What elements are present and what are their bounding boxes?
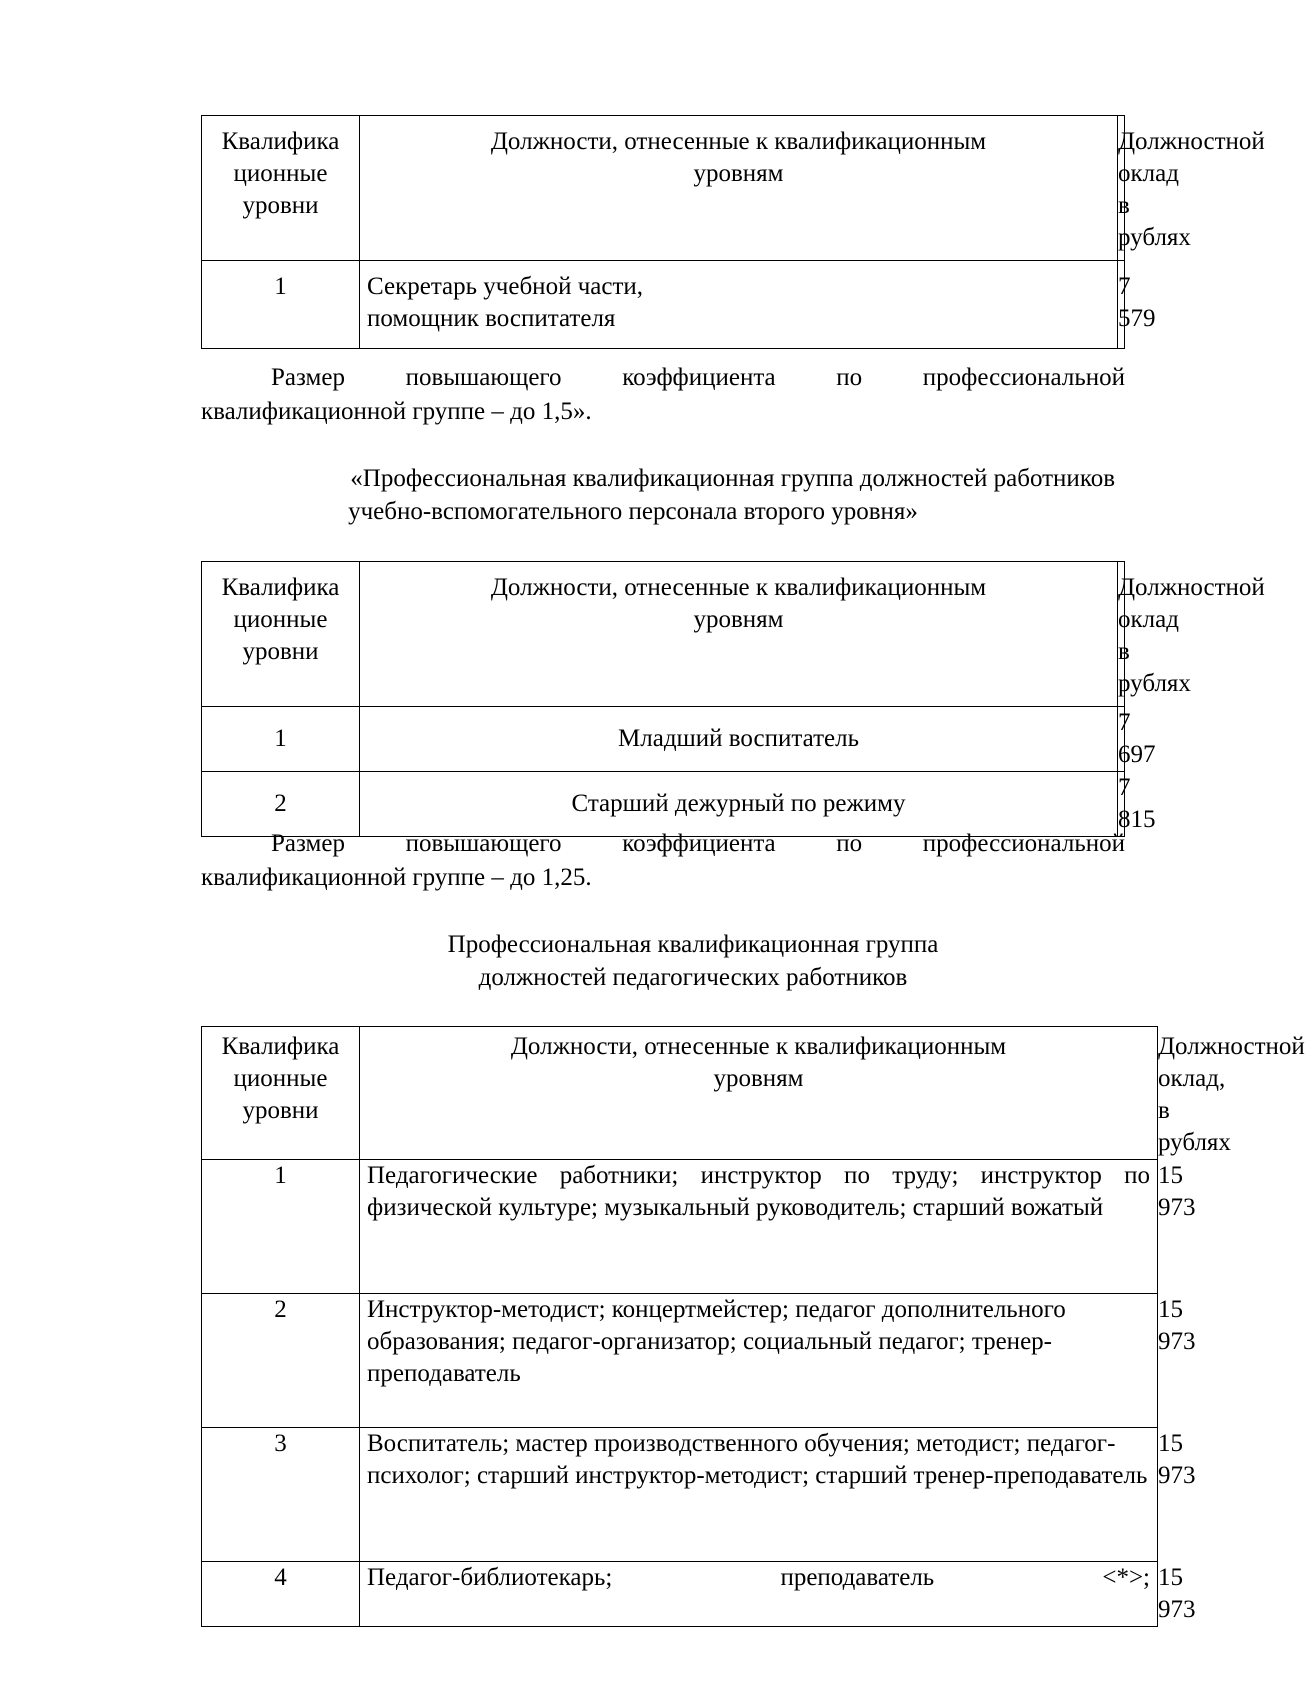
- header-positions: [360, 116, 1118, 261]
- level-cell: 2: [202, 1294, 360, 1428]
- heading-line: должностей педагогических работников: [478, 964, 908, 991]
- table-row: [202, 261, 1125, 349]
- table-header-row: [202, 116, 1125, 261]
- heading-line: «Профессиональная квалификационная группа должностей работников: [350, 465, 1115, 492]
- level-cell: 1: [202, 707, 360, 772]
- paragraph-line: Размер повышающего коэффициента по профессиональной: [271, 830, 1125, 857]
- paragraph-line: Размер повышающего коэффициента по профессиональной: [271, 364, 1125, 391]
- table-row: 2 Инструктор-методист; концертмейстер; педагог дополнительного образования; педагог-организатор; социальный педагог; тренер-преподаватель 15 973: [202, 1294, 1158, 1428]
- header-positions: [360, 562, 1118, 707]
- positions-cell: Инструктор-методист; концертмейстер; педагог дополнительного образования; педагог-организатор; социальный педагог; тренер-преподаватель: [360, 1294, 1158, 1428]
- coefficient-paragraph-1: [201, 361, 1125, 429]
- level-cell: 4: [202, 1562, 360, 1627]
- paragraph-line: квалификационной группе – до 1,5».: [201, 398, 592, 425]
- header-qualification-levels: Квалифика ционные уровни: [202, 1027, 360, 1160]
- positions-cell: Воспитатель; мастер производственного обучения; методист; педагог-психолог; старший инструктор-методист; старший тренер-преподаватель: [360, 1428, 1158, 1562]
- positions-cell: Старший дежурный по режиму: [360, 772, 1118, 837]
- positions-line: помощник воспитателя: [367, 305, 616, 332]
- level-cell: 1: [202, 1160, 360, 1294]
- table-row: 1 Педагогические работники; инструктор по труду; инструктор по физической культуре; музыкальный руководитель; старший вожатый 15 973: [202, 1160, 1158, 1294]
- qualification-table-1: [201, 115, 1265, 349]
- header-positions-text: Должности, отнесенные к квалификационным уровням: [490, 574, 987, 633]
- salary-cell: 7 579: [1118, 261, 1125, 349]
- heading-line: учебно-вспомогательного персонала второго уровня»: [348, 498, 918, 525]
- coefficient-paragraph-2: [201, 827, 1125, 895]
- positions-cell: Педагогические работники; инструктор по труду; инструктор по физической культуре; музыкальный руководитель; старший вожатый: [360, 1160, 1158, 1294]
- header-positions-text: Должности, отнесенные к квалификационным уровням: [490, 128, 987, 187]
- section-heading-2: [201, 462, 1125, 528]
- salary-cell: 7 815: [1118, 772, 1125, 837]
- level-cell: 3: [202, 1428, 360, 1562]
- level-cell: 2: [202, 772, 360, 837]
- positions-cell: Младший воспитатель: [360, 707, 1118, 772]
- positions-cell: Педагог-библиотекарь; преподаватель <*>;: [360, 1562, 1158, 1627]
- table-row: [202, 707, 1125, 772]
- positions-cell: [360, 261, 1118, 349]
- heading-line: Профессиональная квалификационная группа: [447, 931, 939, 958]
- table-row: 3 Воспитатель; мастер производственного обучения; методист; педагог-психолог; старший инструктор-методист; старший тренер-преподаватель 15 973: [202, 1428, 1158, 1562]
- header-qualification-levels: Квалифика ционные уровни: [202, 116, 360, 261]
- salary-cell: 7 697: [1118, 707, 1125, 772]
- table-header-row: [202, 562, 1125, 707]
- header-qualification-levels: Квалифика ционные уровни: [202, 562, 360, 707]
- table-row: 4 Педагог-библиотекарь; преподаватель <*>; 15 973: [202, 1562, 1158, 1627]
- paragraph-line: квалификационной группе – до 1,25.: [201, 864, 592, 891]
- positions-line: Секретарь учебной части,: [367, 273, 644, 300]
- header-salary: Должностной оклад в рублях: [1118, 562, 1125, 707]
- header-positions: Должности, отнесенные к квалификационным уровням: [360, 1027, 1158, 1160]
- header-salary: Должностной оклад в рублях: [1118, 116, 1125, 261]
- section-heading-3: [201, 928, 1125, 994]
- qualification-table-3: [201, 1026, 1305, 1627]
- level-cell: 1: [202, 261, 360, 349]
- table-header-row: Квалифика ционные уровни Должности, отнесенные к квалификационным уровням Должностной оклад, в рублях: [202, 1027, 1158, 1160]
- qualification-table-2: [201, 561, 1265, 837]
